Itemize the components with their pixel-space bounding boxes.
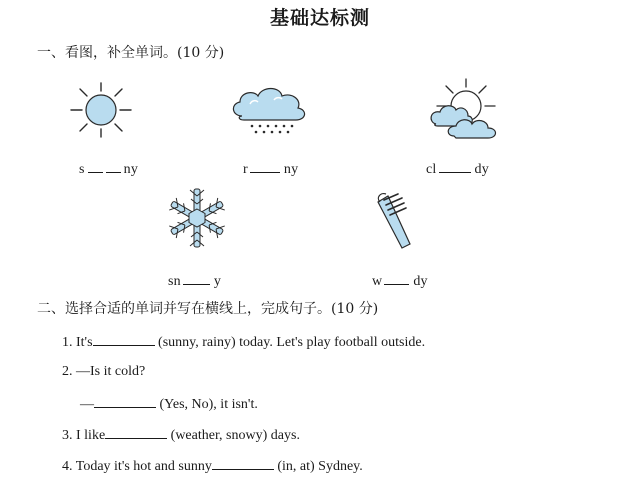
page-title: 基础达标测 (269, 7, 370, 29)
word-suffix: ny (123, 162, 139, 177)
word-label-rainy (243, 160, 298, 178)
word-suffix: ny (283, 162, 299, 177)
cloudy-sun-icon (428, 76, 502, 144)
question-text: (in, at) Sydney. (273, 459, 363, 474)
question-2-answer (80, 395, 258, 413)
question-text: 3. I like (62, 428, 106, 443)
answer-blank[interactable] (93, 333, 155, 346)
question-text: (Yes, No), it isn't. (156, 397, 258, 412)
section-2-heading: 二、选择合适的单词并写在横线上，完成句子。(10 分) (37, 301, 379, 317)
snowflake-icon (166, 186, 228, 250)
word-label-windy (372, 272, 428, 290)
section-1-heading: 一、看图，补全单词。(10 分) (37, 45, 225, 61)
answer-blank[interactable] (439, 160, 471, 173)
word-prefix: cl (426, 162, 437, 177)
question-text: (sunny, rainy) today. Let's play football outside. (154, 335, 426, 350)
question-2 (62, 364, 145, 380)
word-suffix: y (213, 274, 222, 289)
word-prefix: s (79, 162, 85, 177)
question-text: 1. It's (62, 335, 93, 350)
question-4 (62, 457, 363, 475)
rain-cloud-icon (228, 82, 310, 140)
answer-blank[interactable] (105, 426, 167, 439)
answer-blank[interactable] (94, 395, 156, 408)
word-prefix: w (372, 274, 383, 289)
word-suffix: dy (474, 162, 489, 177)
answer-blank[interactable] (88, 160, 103, 173)
answer-blank[interactable] (183, 272, 210, 285)
question-1 (62, 333, 425, 351)
question-text: — (80, 397, 94, 412)
word-label-cloudy (426, 160, 489, 178)
answer-blank[interactable] (212, 457, 274, 470)
word-prefix: r (243, 162, 248, 177)
wind-icon (372, 190, 420, 254)
question-text: (weather, snowy) days. (167, 428, 300, 443)
question-text: 2. —Is it cold? (62, 364, 146, 379)
question-text: 4. Today it's hot and sunny (62, 459, 212, 474)
sun-icon (66, 82, 136, 138)
answer-blank[interactable] (250, 160, 280, 173)
word-suffix: dy (413, 274, 428, 289)
answer-blank[interactable] (384, 272, 409, 285)
word-label-snowy (168, 272, 221, 290)
answer-blank[interactable] (106, 160, 121, 173)
word-label-sunny (79, 160, 138, 178)
question-3 (62, 426, 300, 444)
word-prefix: sn (168, 274, 181, 289)
